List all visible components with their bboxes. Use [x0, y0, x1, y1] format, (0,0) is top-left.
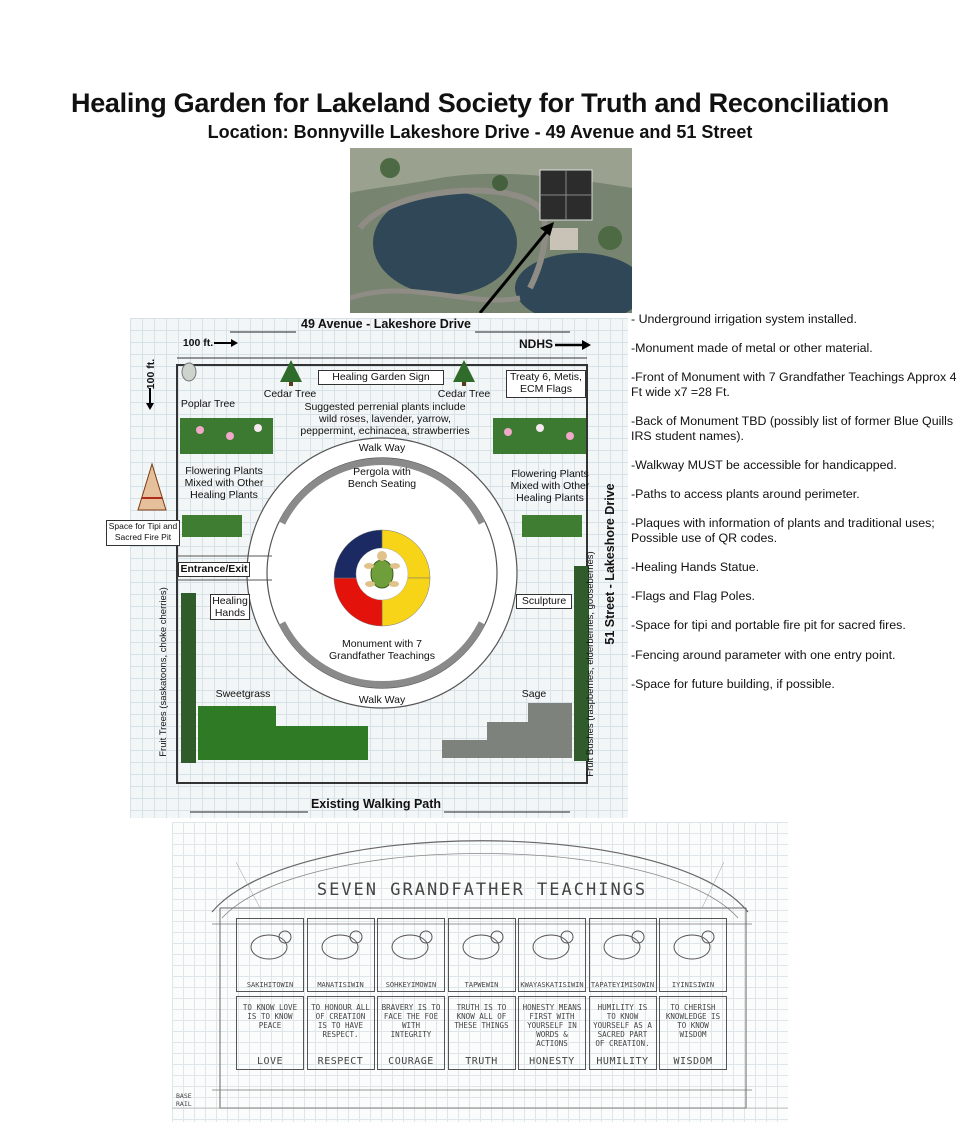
note-item: -Paths to access plants around perimeter. [631, 487, 860, 502]
teaching-quote-panel [236, 996, 304, 1070]
walkway-bottom-label: Walk Way [358, 694, 406, 706]
teaching-name: SOHKEYIMOWIN [385, 981, 437, 989]
note-item: -Fencing around parameter with one entry point. [631, 647, 896, 662]
teaching-name: SAKIHITOWIN [246, 981, 294, 989]
note-item: -Front of Monument with 7 Grandfather Teachings Approx 4 Ft wide x7 =28 Ft. [631, 370, 957, 399]
teaching-quote: HONESTY MEANS FIRST WITH YOURSELF IN WORDS & ACTIONS [522, 1003, 582, 1048]
note-item: -Back of Monument TBD (possibly list of former Blue Quills IRS student names). [631, 414, 954, 443]
teaching-quote: TO CHERISH KNOWLEDGE IS TO KNOW WISDOM [665, 1003, 721, 1039]
teaching-name: MANATISIWIN [317, 981, 364, 989]
flags-box: Treaty 6, Metis, ECM Flags [506, 370, 586, 398]
page-title: Healing Garden for Lakeland Society for Truth and Reconciliation [71, 88, 889, 118]
sage-label: Sage [521, 688, 547, 700]
teaching-word: LOVE [256, 1056, 284, 1067]
teaching-quote-panel [377, 996, 445, 1070]
teaching-quote-panel [307, 996, 375, 1070]
road-right-label: 51 Street - Lakeshore Drive [603, 483, 617, 645]
base-rail-label: BASE RAIL [176, 1092, 192, 1108]
site-plan [108, 317, 628, 818]
perennials-label: Suggested perrenial plants include wild roses, lavender, yarrow, peppermint, echinacea, strawberries [300, 401, 470, 437]
teaching-name: KWAYASKATISIWIN [520, 981, 584, 989]
sculpture-box: Sculpture [516, 594, 572, 609]
animal-sketch-icon [308, 919, 372, 967]
walkway-top-label: Walk Way [358, 442, 406, 454]
sketch-heading: SEVEN GRANDFATHER TEACHINGS [316, 880, 648, 900]
note-item: - Underground irrigation system installed. [631, 312, 857, 326]
cedar-right-label: Cedar Tree [437, 388, 491, 400]
sweetgrass-label: Sweetgrass [215, 688, 271, 700]
road-bottom-label: Existing Walking Path [310, 797, 442, 811]
teaching-quote: TRUTH IS TO KNOW ALL OF THESE THINGS [454, 1003, 509, 1030]
ndhs-label: NDHS [518, 337, 553, 351]
animal-sketch-icon [237, 919, 301, 967]
notes-list [631, 312, 957, 706]
teaching-panel [659, 918, 727, 992]
teaching-panel [236, 918, 304, 992]
teaching-panel [589, 918, 657, 992]
garden-sign: Healing Garden Sign [318, 370, 444, 385]
teaching-quote: TO HONOUR ALL OF CREATION IS TO HAVE RESPECT. [311, 1003, 370, 1039]
poplar-label: Poplar Tree [180, 398, 236, 410]
teaching-word: COURAGE [388, 1056, 434, 1067]
monument-label: Monument with 7 Grandfather Teachings [328, 638, 436, 662]
healing-hands-box: Healing Hands [210, 594, 250, 620]
width-dimension: 100 ft. [182, 337, 214, 349]
note-item: -Healing Hands Statue. [631, 560, 760, 575]
flowering-left-label: Flowering Plants Mixed with Other Healing Plants [184, 465, 264, 501]
aerial-map-image [350, 148, 632, 313]
teaching-panel [518, 918, 586, 992]
location-subtitle: Location: Bonnyville Lakeshore Drive - 49 Avenue and 51 Street [207, 122, 753, 142]
teaching-quote: BRAVERY IS TO FACE THE FOE WITH INTEGRITY [381, 1003, 441, 1039]
note-item: -Flags and Flag Poles. [631, 589, 755, 604]
pergola-label: Pergola with Bench Seating [347, 466, 417, 490]
teaching-quote: TO KNOW LOVE IS TO KNOW PEACE [242, 1003, 298, 1030]
height-dimension: 100 ft. [145, 358, 157, 390]
teaching-word: WISDOM [673, 1056, 713, 1067]
teaching-quote: HUMILITY IS TO KNOW YOURSELF AS A SACRED PART OF CREATION. [593, 1003, 652, 1048]
teaching-panel [448, 918, 516, 992]
animal-sketch-icon [590, 919, 654, 967]
animal-sketch-icon [449, 919, 513, 967]
animal-sketch-icon [378, 919, 442, 967]
teaching-name: TAPWEWIN [464, 981, 499, 989]
teaching-panel [307, 918, 375, 992]
note-item: -Plaques with information of plants and traditional uses; Possible use of QR codes. [631, 516, 935, 545]
teaching-name: IYINISIWIN [671, 981, 715, 989]
teaching-name: TAPATEYIMISOWIN [590, 981, 655, 989]
fruit-bushes-label: Fruit Bushes (raspberries, elderberries, gooseberries) [585, 551, 596, 777]
teaching-word: RESPECT [317, 1056, 364, 1067]
teaching-word: HUMILITY [596, 1056, 649, 1067]
note-item: -Space for tipi and portable fire pit for sacred fires. [631, 618, 906, 633]
cedar-left-label: Cedar Tree [263, 388, 317, 400]
teaching-quote-panel [448, 996, 516, 1070]
aerial-map [350, 148, 632, 313]
teaching-quote-panel [589, 996, 657, 1070]
animal-sketch-icon [660, 919, 724, 967]
note-item: -Space for future building, if possible. [631, 676, 835, 691]
teaching-word: HONESTY [529, 1056, 575, 1067]
teaching-word: TRUTH [465, 1056, 498, 1067]
tipi-label: Space for Tipi and Sacred Fire Pit [106, 520, 180, 546]
teaching-panel [377, 918, 445, 992]
teaching-quote-panel [659, 996, 727, 1070]
fruit-trees-label: Fruit Trees (saskatoons, choke cherries) [158, 587, 169, 757]
road-top-label: 49 Avenue - Lakeshore Drive [301, 317, 471, 331]
entrance-exit-label: Entrance/Exit [178, 562, 250, 577]
flowering-right-label: Flowering Plants Mixed with Other Healing Plants [510, 468, 590, 504]
note-item: -Walkway MUST be accessible for handicapped. [631, 457, 897, 472]
monument-sketch [172, 822, 788, 1122]
note-item: -Monument made of metal or other material. [631, 341, 873, 356]
animal-sketch-icon [519, 919, 583, 967]
teaching-quote-panel [518, 996, 586, 1070]
